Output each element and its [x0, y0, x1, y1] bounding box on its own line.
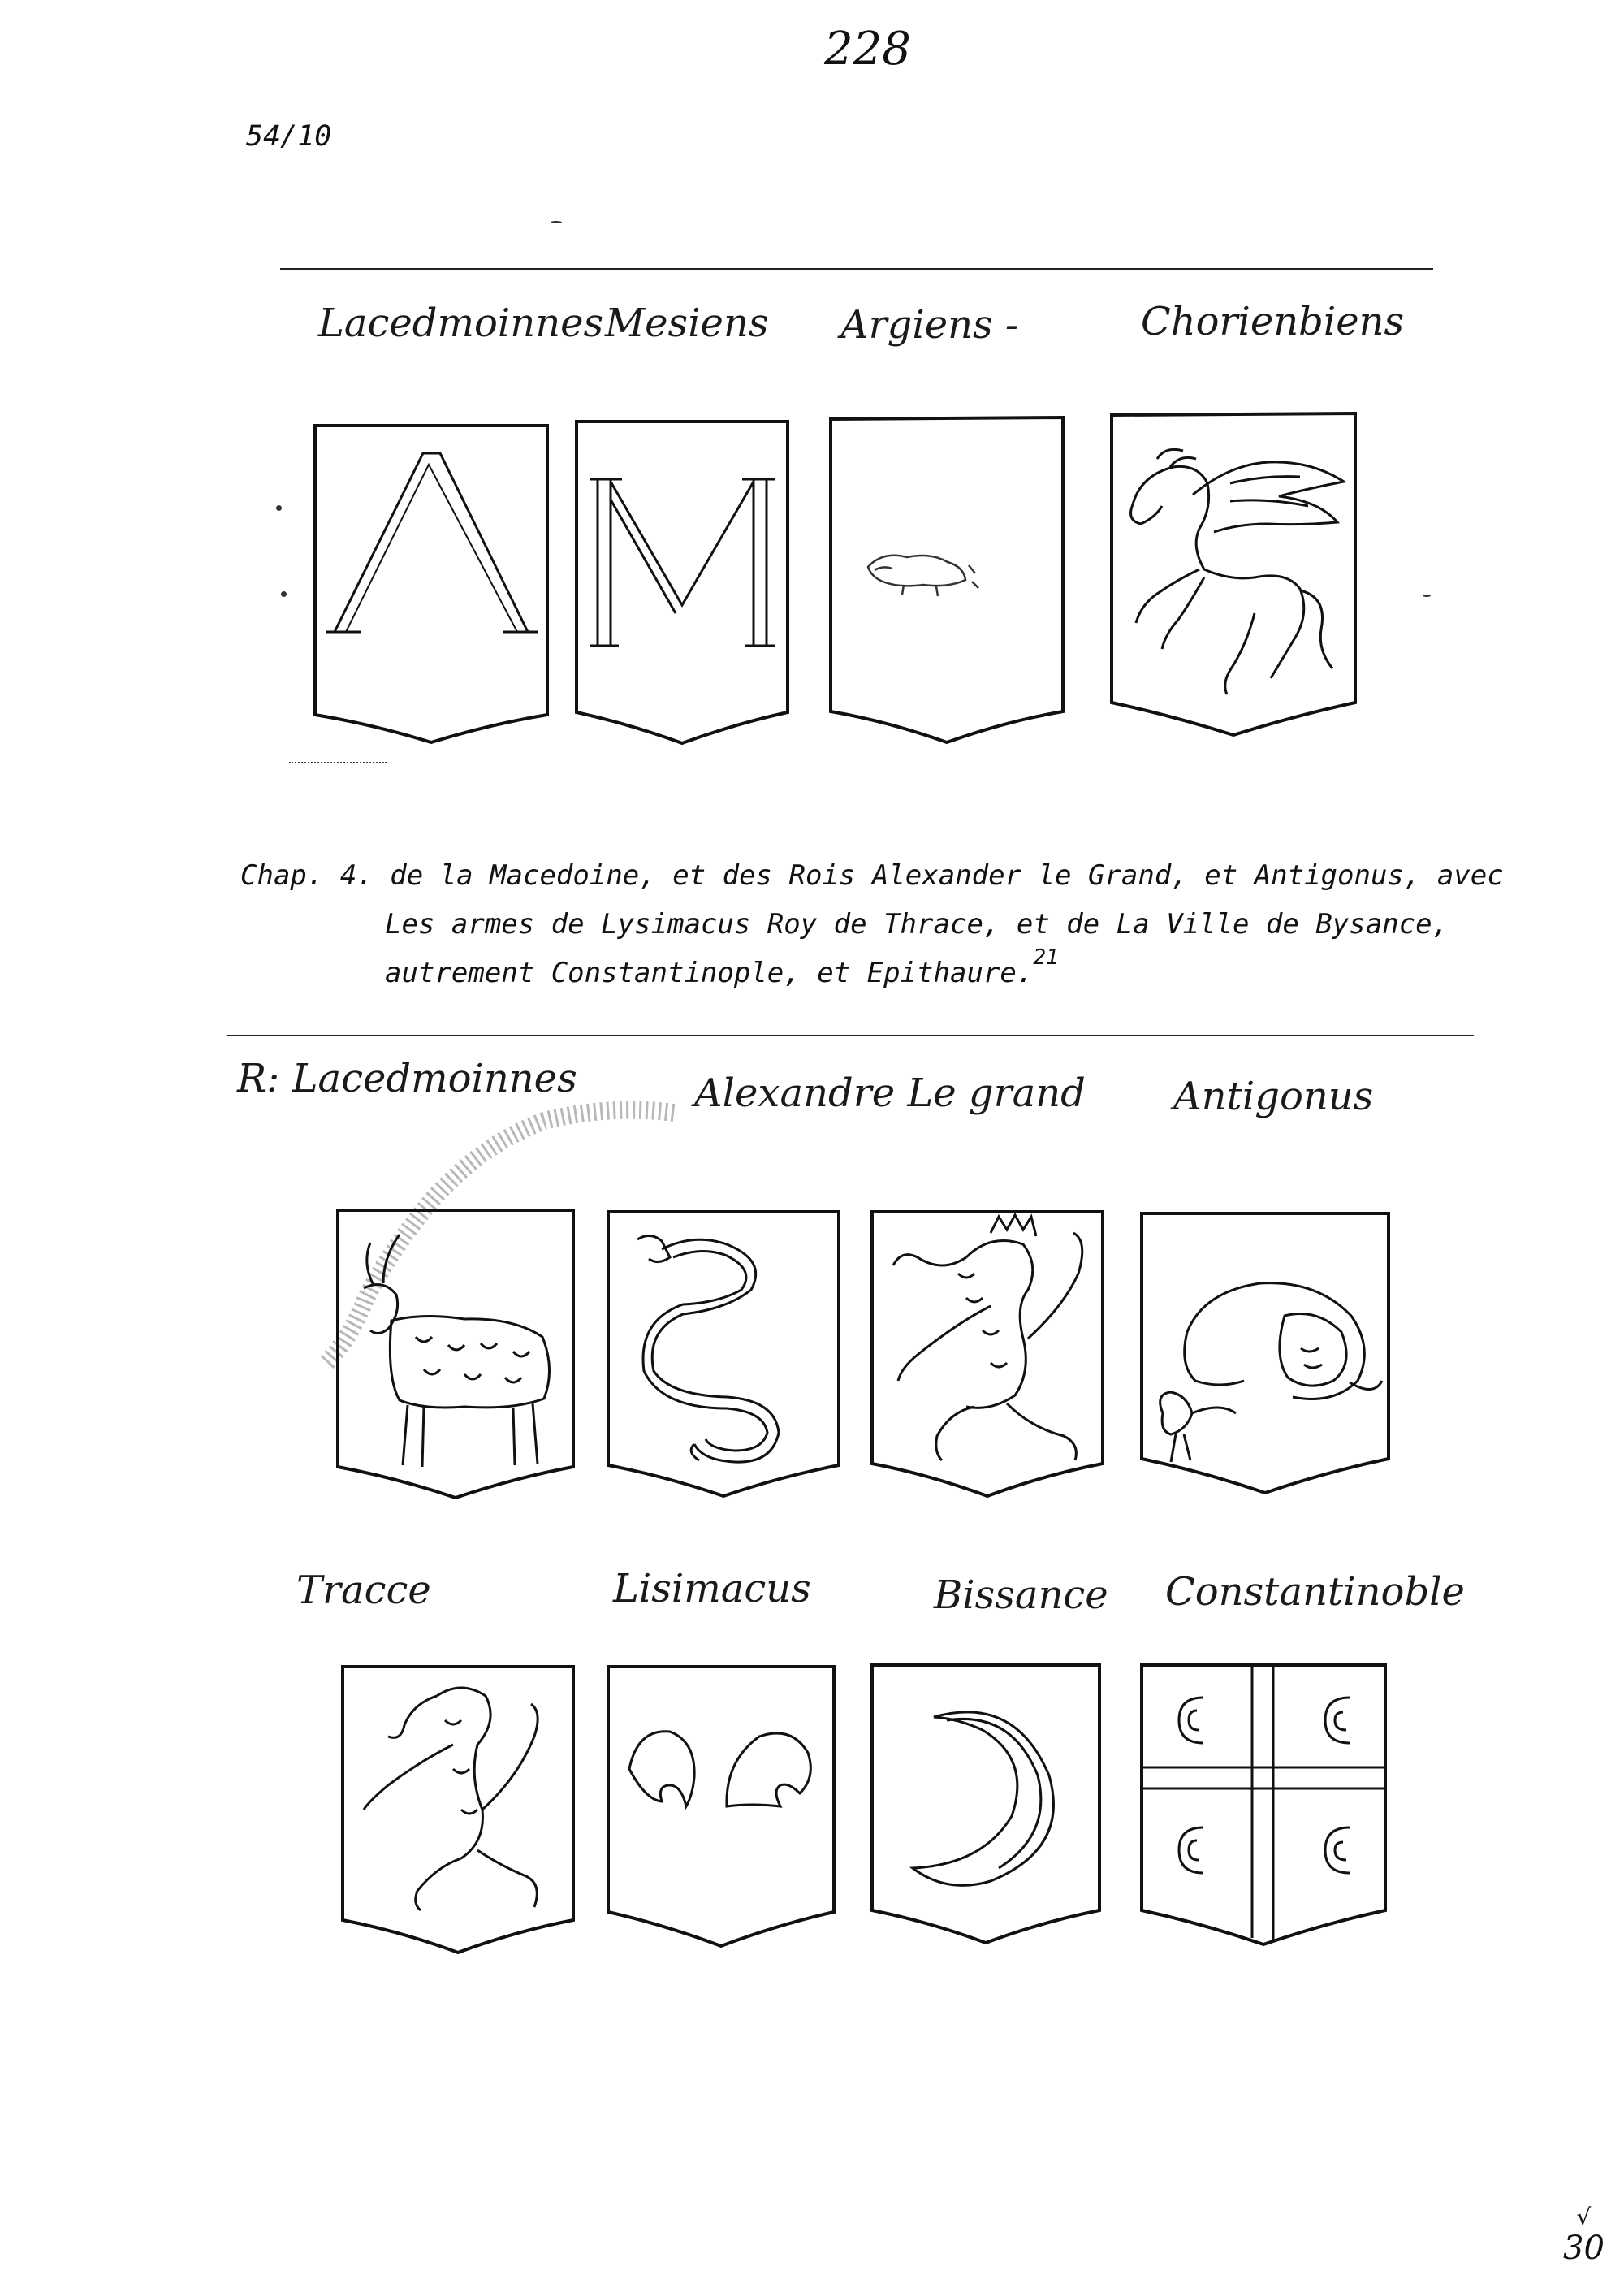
letter-m-charge-icon: [590, 479, 775, 646]
label-chorienbiens: Chorienbiens: [1141, 299, 1405, 344]
label-antigonus: Antigonus: [1173, 1074, 1374, 1119]
folio-number: [1563, 2205, 1605, 2266]
label-tracce: Tracce: [296, 1568, 431, 1613]
boar-charge-icon: [868, 556, 978, 596]
chapter-heading: [240, 851, 1507, 997]
shield-lambda: [310, 422, 552, 747]
label-r-lacedmoinnes: R: Lacedmoinnes: [237, 1056, 577, 1101]
section-one-bottom-rule: [289, 762, 387, 763]
shield-boar: [826, 414, 1068, 747]
speck: [551, 221, 562, 223]
footnote-marker: 21: [1033, 945, 1059, 970]
speck: [276, 505, 282, 511]
lambda-charge-icon: [326, 453, 538, 632]
shield-winged-horse: [1108, 410, 1358, 739]
crowned-lion-charge-icon: [893, 1215, 1082, 1460]
lion-rampant-charge-icon: [364, 1688, 538, 1910]
horns-charge-icon: [629, 1732, 810, 1806]
goat-charge-icon: [364, 1235, 550, 1467]
label-argiens: Argiens -: [840, 302, 1019, 348]
c-letters-icon: [1179, 1698, 1350, 1873]
shield-serpent: [605, 1209, 842, 1499]
label-constantinoble: Constantinoble: [1165, 1569, 1465, 1615]
chapter-line-2: Les armes de Lysimacus Roy de Thrace, et de La Ville de Bysance,: [385, 908, 1449, 941]
winged-horse-charge-icon: [1131, 449, 1344, 694]
chapter-line-3-text: autrement Constantinople, et Epithaure.: [385, 957, 1034, 989]
reference-number: 54/10: [246, 120, 332, 153]
speck: [1423, 595, 1431, 597]
serpent-charge-icon: [637, 1235, 779, 1462]
label-lacedmoinnes: Lacedmoinnes: [318, 301, 604, 346]
folio-mark: √: [1576, 2204, 1592, 2230]
folio-value: 30: [1563, 2229, 1605, 2267]
cross-charge-icon: [1142, 1665, 1385, 1941]
section-one-top-rule: [280, 268, 1433, 270]
label-mesiens: Mesiens: [605, 301, 769, 346]
page-number: 228: [824, 23, 911, 76]
shield-letter-m: [573, 418, 791, 747]
lion-and-cock-charge-icon: [1160, 1283, 1382, 1462]
shield-crescent: [869, 1662, 1103, 1946]
shield-goat: [335, 1207, 577, 1501]
shield-crowned-lion: [869, 1209, 1106, 1499]
chapter-line-1: Chap. 4. de la Macedoine, et des Rois Alexander le Grand, et Antigonus, avec: [240, 859, 1504, 892]
label-lisimacus: Lisimacus: [613, 1566, 811, 1611]
shield-lion-rampant: [339, 1663, 577, 1956]
label-alexandre-le-grand: Alexandre Le grand: [694, 1070, 1086, 1116]
label-bissance: Bissance: [934, 1572, 1108, 1618]
shield-two-horns: [605, 1663, 837, 1949]
shield-lion-and-cock: [1138, 1210, 1392, 1496]
crescent-charge-icon: [913, 1712, 1053, 1885]
chapter-line-3: [240, 945, 1507, 997]
section-two-top-rule: [227, 1035, 1474, 1036]
speck: [281, 591, 287, 597]
shield-cross-with-c: [1138, 1662, 1389, 1948]
